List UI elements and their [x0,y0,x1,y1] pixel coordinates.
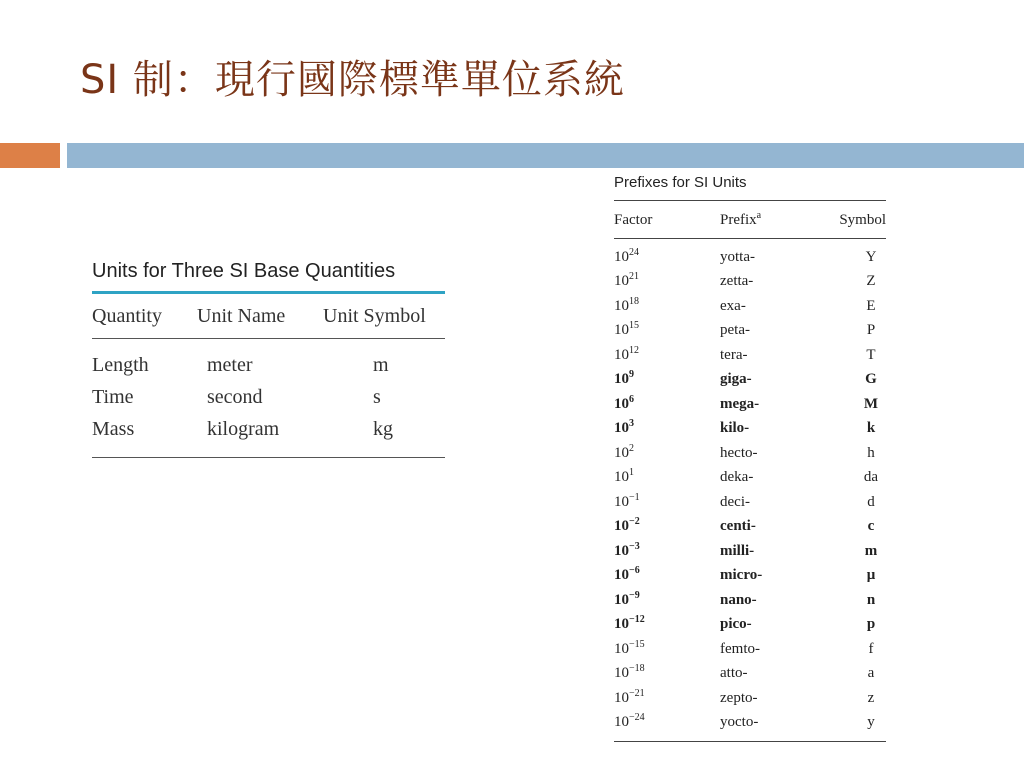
table-row [614,564,886,589]
factor-cell [614,442,720,462]
symbol-cell: z [867,689,875,706]
factor-exponent: 1 [629,467,634,479]
factor-cell [614,273,720,290]
unit-symbol-cell: s [373,385,381,408]
quantity-cell: Time [92,385,134,408]
symbol-cell: a [867,665,875,682]
factor-base: 10 [614,616,629,633]
table-row [92,413,445,445]
table-row [614,368,886,393]
symbol-cell: h [867,444,875,461]
prefix-cell: mega- [720,395,760,412]
factor-base: 10 [614,567,629,584]
factor-base: 10 [614,248,629,265]
table-row [614,490,886,515]
unit-symbol-cell: kg [373,417,393,440]
factor-cell [614,687,720,707]
factor-base: 10 [614,665,629,682]
header-quantity: Quantity [92,305,162,327]
factor-cell [614,518,720,535]
base-units-header [92,294,445,339]
symbol-cell: p [866,616,876,633]
factor-exponent: 9 [629,369,634,381]
factor-base: 10 [614,395,629,412]
factor-exponent: 21 [629,271,639,283]
factor-cell [614,540,720,560]
factor-exponent: −18 [629,663,645,675]
table-row [614,392,886,417]
symbol-cell: T [866,346,876,363]
prefix-cell: pico- [720,616,752,633]
prefixes-header [614,201,886,239]
table-row [614,441,886,466]
symbol-cell: E [866,297,876,314]
quantity-cell: Length [92,353,149,376]
factor-cell [614,344,720,364]
factor-cell [614,393,720,413]
symbol-cell: f [868,640,874,657]
base-units-body [92,339,445,458]
table-row [614,637,886,662]
factor-exponent: −3 [629,540,640,552]
symbol-cell: k [866,420,876,437]
factor-cell [614,616,720,633]
prefix-cell: micro- [720,567,763,584]
factor-base: 10 [614,322,629,339]
table-row [614,662,886,687]
symbol-cell: n [866,591,876,608]
factor-base: 10 [614,542,629,559]
symbol-cell: m [864,542,878,559]
symbol-cell: da [863,469,879,486]
table-row [614,466,886,491]
unit-symbol-cell: m [373,353,389,376]
prefix-cell: yotta- [720,248,755,265]
prefix-cell: giga- [720,371,752,388]
factor-base: 10 [614,689,629,706]
factor-base: 10 [614,518,629,535]
factor-exponent: 2 [629,442,634,454]
symbol-cell: μ [866,567,876,584]
slide-title: SI 制：現行國際標準單位系統 [80,57,625,103]
header-factor: Factor [614,212,653,228]
factor-exponent: 6 [629,393,634,405]
prefix-cell: zetta- [720,273,754,290]
factor-exponent: −6 [629,565,640,577]
factor-base: 10 [614,346,629,363]
prefix-cell: peta- [720,322,750,339]
factor-exponent: −24 [629,712,645,724]
factor-exponent: 18 [629,295,639,307]
symbol-cell: d [867,493,875,510]
factor-cell [614,589,720,609]
table-row [614,319,886,344]
header-prefix-label: Prefix [720,212,757,228]
factor-cell [614,567,720,584]
factor-base: 10 [614,297,629,314]
factor-base: 10 [614,469,629,486]
header-unit-name: Unit Name [197,305,286,327]
unit-name-cell: second [207,385,263,408]
accent-bar-blue [67,143,1024,168]
si-prefixes-table [614,174,886,742]
table-row [614,711,886,736]
prefix-cell: exa- [720,297,746,314]
prefixes-caption: Prefixes for SI Units [614,174,886,201]
prefix-cell: deka- [720,469,754,486]
factor-base: 10 [614,591,629,608]
accent-bar-orange [0,143,60,168]
table-row [614,515,886,540]
prefix-cell: femto- [720,640,760,657]
prefix-cell: hecto- [720,444,758,461]
factor-cell [614,371,720,388]
symbol-cell: Z [866,273,876,290]
symbol-cell: G [865,371,877,388]
factor-base: 10 [614,371,629,388]
header-unit-symbol: Unit Symbol [323,305,426,327]
unit-name-cell: kilogram [207,417,280,440]
prefix-cell: tera- [720,346,748,363]
prefix-cell: deci- [720,493,750,510]
factor-base: 10 [614,273,629,290]
factor-cell [614,420,720,437]
factor-base: 10 [614,640,629,657]
prefix-cell: centi- [720,518,756,535]
prefix-cell: atto- [720,665,748,682]
header-prefix [720,212,826,229]
factor-exponent: −12 [629,614,645,626]
factor-cell [614,246,720,266]
table-row [614,588,886,613]
prefix-cell: kilo- [720,420,750,437]
base-units-caption: Units for Three SI Base Quantities [92,260,445,294]
factor-base: 10 [614,444,629,461]
factor-cell [614,295,720,315]
symbol-cell: P [866,322,876,339]
table-row [614,539,886,564]
factor-base: 10 [614,420,629,437]
factor-exponent: −9 [629,589,640,601]
table-row [614,613,886,638]
table-row [92,349,445,381]
table-row [614,417,886,442]
prefix-cell: zepto- [720,689,758,706]
table-row [92,381,445,413]
factor-cell [614,665,720,682]
header-prefix-footnote: a [756,210,762,221]
factor-exponent: 12 [629,344,639,356]
prefix-cell: yocto- [720,714,759,731]
prefixes-body [614,239,886,742]
symbol-cell: y [867,714,875,731]
base-units-table [92,260,445,458]
prefix-cell: nano- [720,591,757,608]
factor-exponent: 15 [629,320,639,332]
symbol-cell: c [867,518,875,535]
quantity-cell: Mass [92,417,135,440]
factor-exponent: 24 [629,246,639,258]
table-row [614,686,886,711]
factor-cell [614,638,720,658]
factor-cell [614,469,720,486]
factor-cell [614,714,720,731]
factor-cell [614,322,720,339]
header-symbol: Symbol [839,212,886,228]
factor-base: 10 [614,493,629,510]
table-row [614,343,886,368]
table-row [614,245,886,270]
factor-exponent: 3 [629,418,634,430]
factor-exponent: −15 [629,638,645,650]
factor-cell [614,491,720,511]
symbol-cell: M [863,395,879,412]
unit-name-cell: meter [207,353,253,376]
table-row [614,270,886,295]
symbol-cell: Y [865,248,877,265]
table-row [614,294,886,319]
factor-exponent: −21 [629,687,645,699]
factor-base: 10 [614,714,629,731]
factor-exponent: −2 [629,516,640,528]
prefix-cell: milli- [720,542,755,559]
factor-exponent: −1 [629,491,640,503]
